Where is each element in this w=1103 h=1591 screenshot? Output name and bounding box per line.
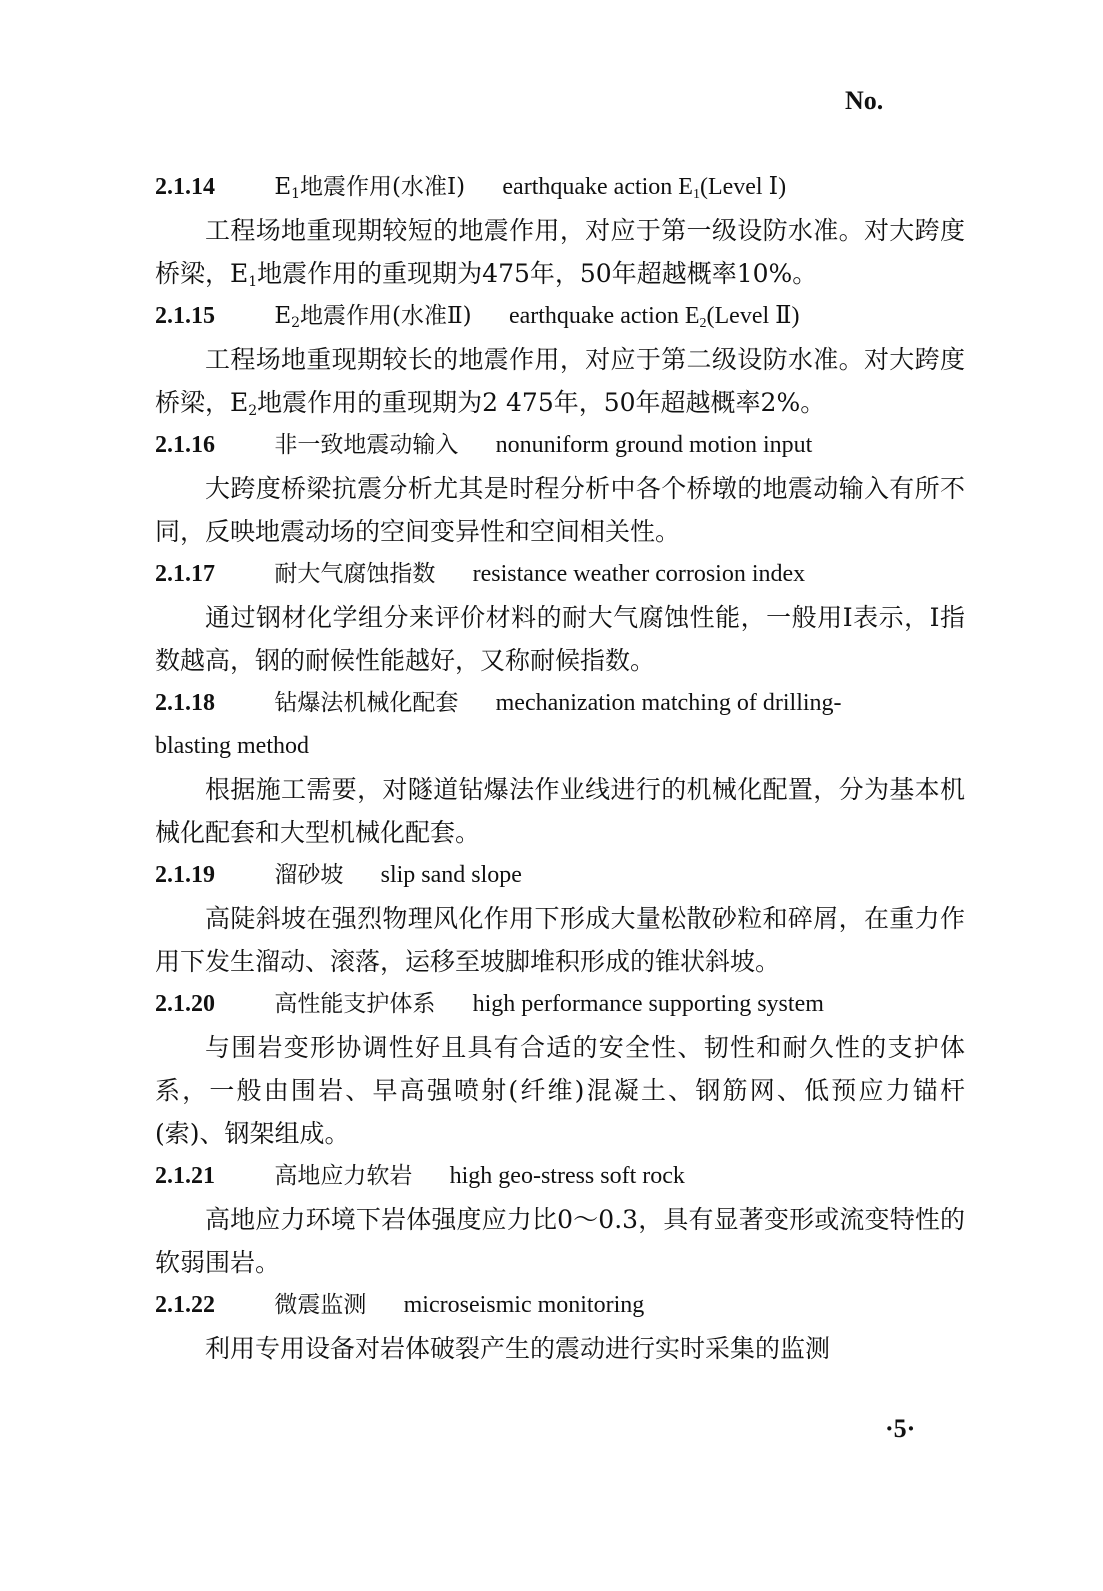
term-english-name: microseismic monitoring: [403, 1292, 645, 1318]
term-number: 2.1.16: [155, 432, 215, 458]
header-number-label: No.: [845, 86, 884, 115]
term-english-name: nonuniform ground motion input: [495, 432, 813, 458]
term-chinese-name: 钻爆法机械化配套: [274, 690, 459, 716]
term-definition: 根据施工需要，对隧道钻爆法作业线进行的机械化配置，分为基本机械化配套和大型机械化配套。: [155, 775, 965, 847]
term-number: 2.1.22: [155, 1292, 215, 1318]
term-definition: 与围岩变形协调性好且具有合适的安全性、韧性和耐久性的支护体系，一般由围岩、早高强喷射(纤维)混凝土、钢筋网、低预应力锚杆(索)、钢架组成。: [155, 1033, 965, 1148]
term-chinese-name: 非一致地震动输入: [274, 432, 459, 458]
term-english-name: resistance weather corrosion index: [472, 561, 806, 587]
term-heading: [155, 854, 965, 897]
term-chinese-name: 微震监测: [274, 1292, 367, 1318]
term-definition: 大跨度桥梁抗震分析尤其是时程分析中各个桥墩的地震动输入有所不同，反映地震动场的空间变异性和空间相关性。: [155, 474, 965, 546]
term-english-name-continued: blasting method: [155, 733, 309, 759]
term-chinese-name: 高性能支护体系: [274, 991, 436, 1017]
term-definition: 工程场地重现期较长的地震作用，对应于第二级设防水准。对大跨度桥梁，$E_2$地震作用的重现期为2 475年，50年超越概率2%。: [155, 345, 965, 419]
term-english-name: slip sand slope: [380, 862, 522, 888]
term-definition: 利用专用设备对岩体破裂产生的震动进行实时采集的监测: [205, 1334, 831, 1363]
term-number: 2.1.20: [155, 991, 215, 1017]
term-definition: 工程场地重现期较短的地震作用，对应于第一级设防水准。对大跨度桥梁，$E_1$地震作用的重现期为475年，50年超越概率10%。: [155, 216, 965, 290]
term-english-name: high performance supporting system: [472, 991, 824, 1017]
term-number: 2.1.21: [155, 1163, 215, 1189]
term-chinese-name: 耐大气腐蚀指数: [274, 561, 436, 587]
term-definition: 高地应力环境下岩体强度应力比0～0.3，具有显著变形或流变特性的软弱围岩。: [155, 1205, 965, 1277]
term-definition: 通过钢材化学组分来评价材料的耐大气腐蚀性能，一般用I表示，I指数越高，钢的耐候性能越好，又称耐候指数。: [155, 603, 965, 675]
term-english-name: earthquake action $E_2(Level$ Ⅱ): [508, 303, 800, 331]
term-definition: 高陡斜坡在强烈物理风化作用下形成大量松散砂粒和碎屑，在重力作用下发生溜动、滚落，运移至坡脚堆积形成的锥状斜坡。: [155, 904, 965, 976]
page-number: ·5·: [885, 1414, 916, 1443]
term-heading: [155, 1155, 965, 1198]
term-heading: [155, 682, 965, 725]
term-heading: [155, 295, 965, 338]
term-english-name: mechanization matching of drilling-: [495, 690, 842, 716]
term-number: 2.1.19: [155, 862, 215, 888]
term-heading: [155, 424, 965, 467]
term-heading: [155, 553, 965, 596]
term-number: 2.1.15: [155, 303, 215, 329]
term-english-name: high geo-stress soft rock: [449, 1163, 685, 1189]
page-body: [155, 166, 965, 1370]
term-english-name: earthquake action $E_1(Level$ Ⅰ): [502, 174, 787, 202]
term-number: 2.1.14: [155, 174, 215, 200]
term-heading: [155, 1284, 965, 1327]
term-heading-continuation: [155, 725, 965, 768]
term-number: 2.1.18: [155, 690, 215, 716]
term-chinese-name: $E_1$地震作用(水准Ⅰ): [274, 174, 466, 202]
term-chinese-name: 高地应力软岩: [274, 1163, 413, 1189]
term-heading: [155, 983, 965, 1026]
term-chinese-name: $E_2$地震作用(水准Ⅱ): [274, 303, 472, 331]
term-heading: [155, 166, 965, 209]
term-number: 2.1.17: [155, 561, 215, 587]
term-chinese-name: 溜砂坡: [274, 862, 344, 888]
